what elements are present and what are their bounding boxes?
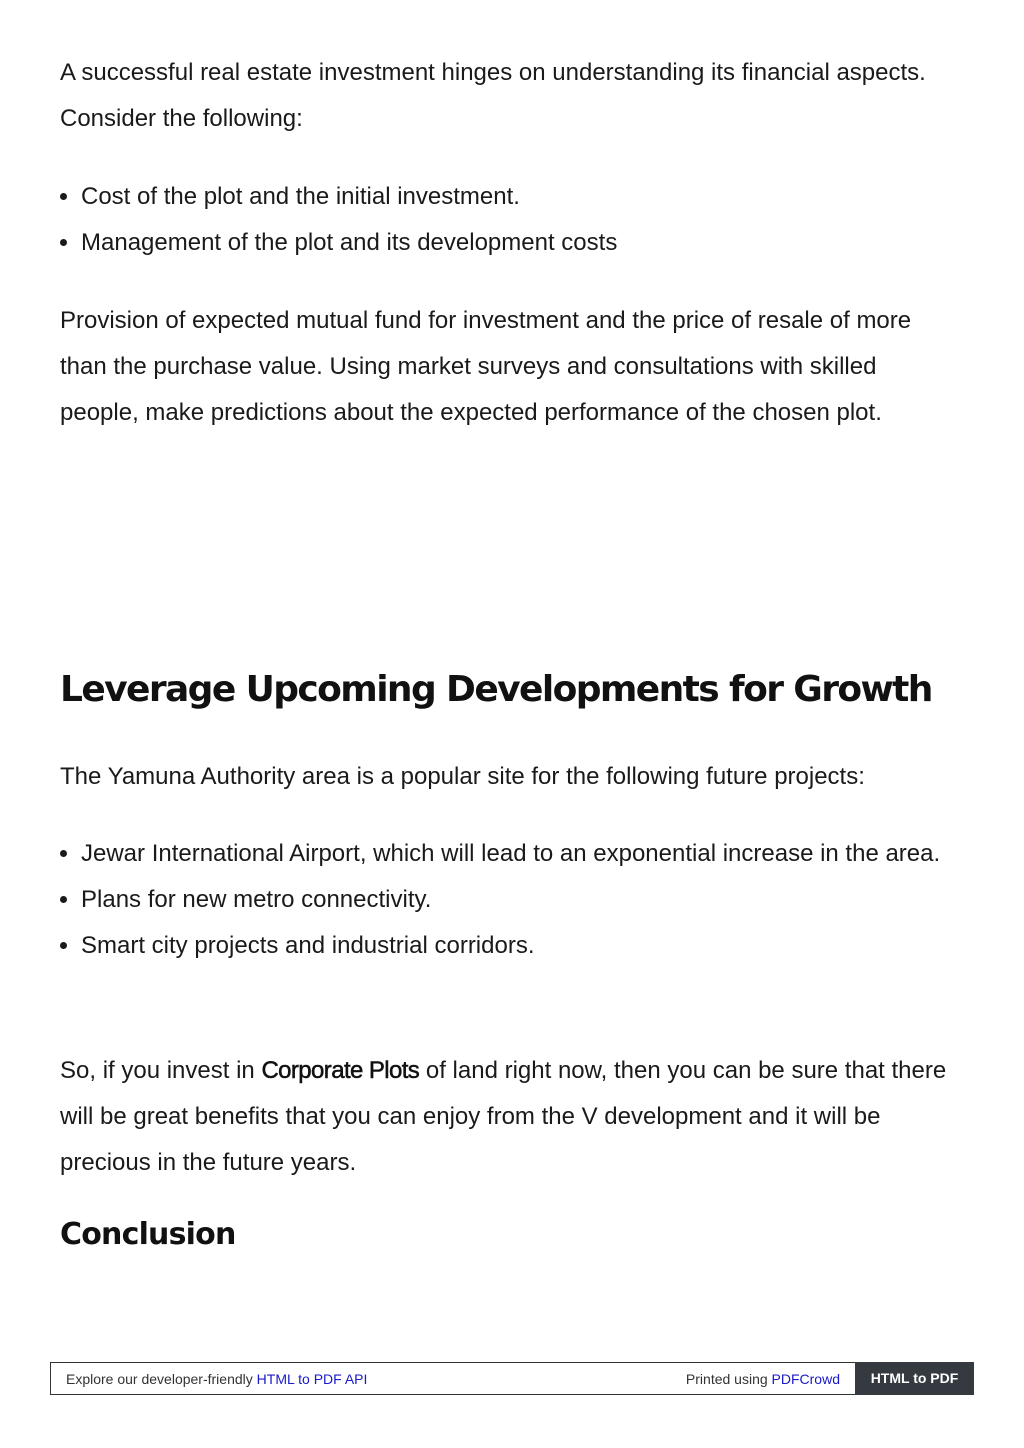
pdfcrowd-link[interactable]: PDFCrowd bbox=[771, 1371, 840, 1387]
provision-paragraph: Provision of expected mutual fund for investment and the price of resale of more than the purchase value. Using market surveys and consultations with skilled people, make predictions about the expected performance of the chosen plot. bbox=[60, 307, 912, 426]
growth-intro-paragraph: The Yamuna Authority area is a popular site for the following future projects: bbox=[60, 763, 865, 790]
conclusion-heading: Conclusion bbox=[60, 1217, 236, 1252]
list-item: • Management of the plot and its development costs bbox=[81, 220, 961, 266]
pdfcrowd-footer bbox=[50, 1362, 974, 1395]
footer-right-text: Printed using bbox=[685, 1371, 772, 1387]
html-to-pdf-api-link[interactable]: HTML to PDF API bbox=[256, 1371, 368, 1387]
closing-text-before: So, if you invest in bbox=[60, 1057, 262, 1084]
list-item: • Jewar International Airport, which will lead to an exponential increase in the area. bbox=[81, 831, 961, 877]
corporate-plots-link[interactable]: Corporate Plots bbox=[261, 1057, 420, 1084]
closing-paragraph bbox=[60, 1048, 960, 1186]
html-to-pdf-badge[interactable]: HTML to PDF bbox=[855, 1362, 974, 1395]
cost-list bbox=[60, 174, 961, 266]
footer-left bbox=[66, 1371, 367, 1387]
list-item: • Plans for new metro connectivity. bbox=[81, 877, 961, 923]
projects-list bbox=[60, 831, 961, 969]
footer-right bbox=[686, 1371, 840, 1387]
intro-paragraph: A successful real estate investment hinges on understanding its financial aspects. Consider the following: bbox=[60, 59, 926, 132]
closing-text-after: of land right now, then you can be sure that there will be great benefits that you can enjoy from the V development and it will be precious in the future years. bbox=[60, 1057, 947, 1176]
growth-heading: Leverage Upcoming Developments for Growth bbox=[60, 669, 932, 710]
footer-left-text: Explore our developer-friendly bbox=[66, 1371, 257, 1387]
list-item: • Smart city projects and industrial corridors. bbox=[81, 923, 961, 969]
list-item: • Cost of the plot and the initial investment. bbox=[81, 174, 961, 220]
